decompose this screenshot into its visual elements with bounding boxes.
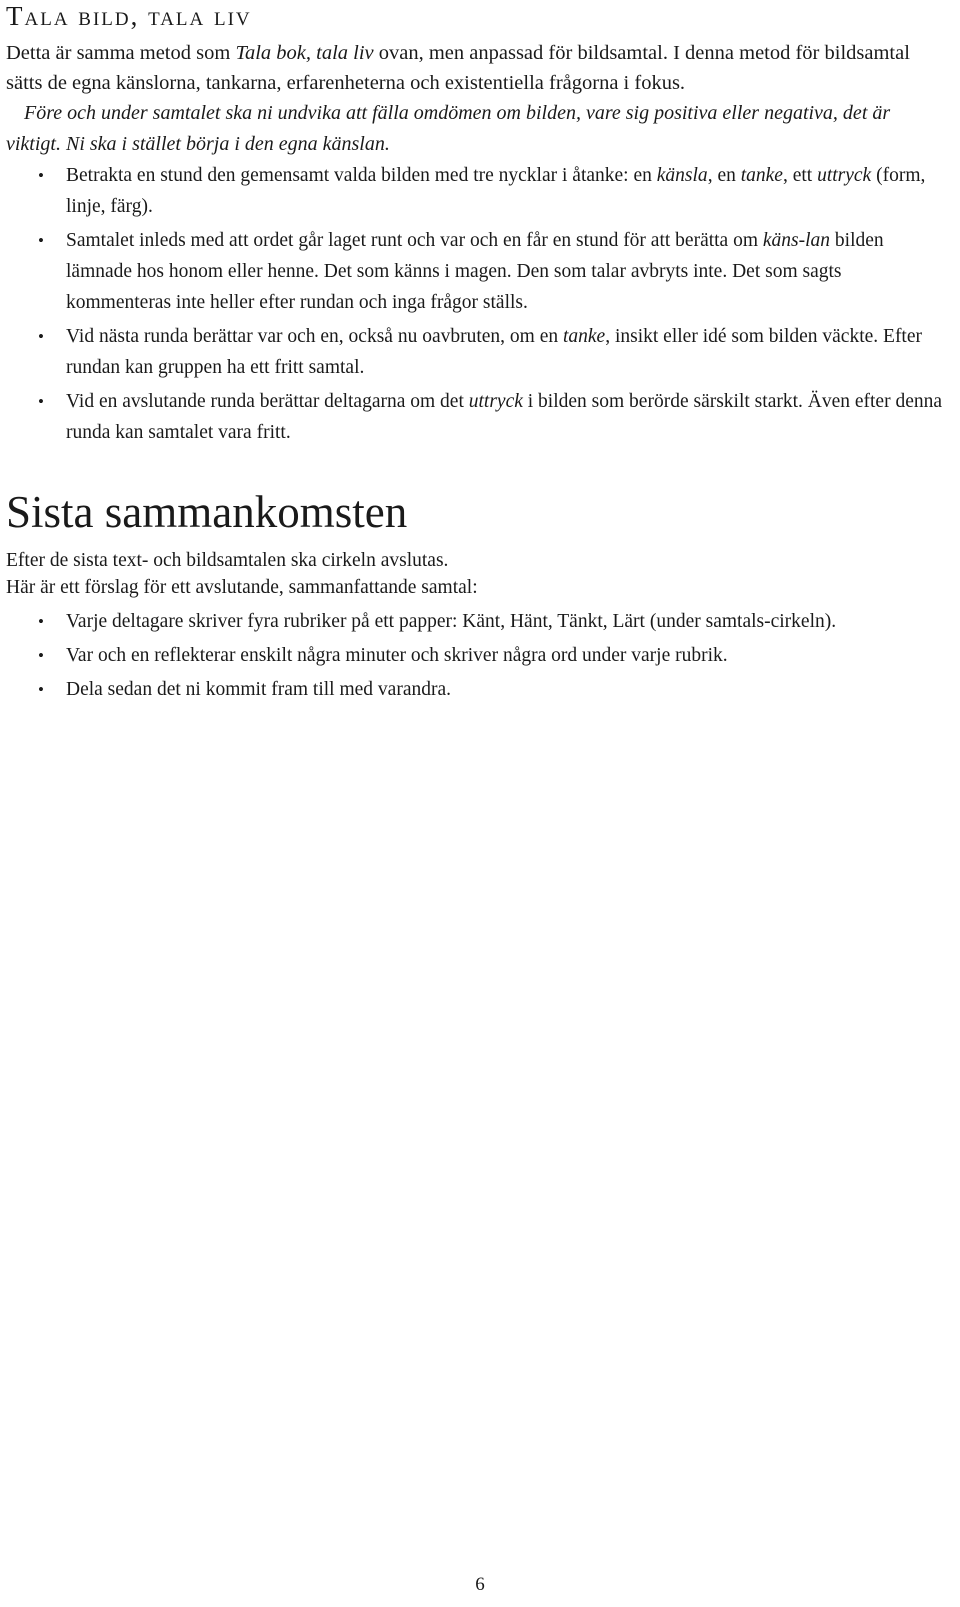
italic-note: Före och under samtalet ska ni undvika att fälla omdömen om bilden, vare sig positiva eller negativa, det är viktigt. Ni ska i stället börja i den egna känslan. xyxy=(6,102,891,155)
list-item xyxy=(0,640,950,671)
intro-paragraph xyxy=(6,38,946,98)
list-text: Vid nästa runda berättar var och en, också nu oavbruten, om en xyxy=(66,326,563,347)
list-text: Samtalet inleds med att ordet går laget runt och var och en får en stund för att berätta om xyxy=(66,230,763,251)
list-text: , ett xyxy=(782,165,818,186)
list-text: Var och en reflekterar enskilt några minuter och skriver några ord under varje rubrik. xyxy=(66,645,728,666)
list-text: , insikt eller idé som bilden väckte. Efter rundan kan gruppen ha ett fritt samtal. xyxy=(66,326,922,378)
list-emphasis: känsla xyxy=(656,165,708,186)
list-text: Varje deltagare skriver fyra rubriker på ett papper: Känt, Hänt, Tänkt, Lärt (under samtals-cirkeln). xyxy=(66,611,837,632)
closing-intro xyxy=(6,547,946,601)
section-heading-sista-sammankomsten: Sista sammankomsten xyxy=(6,487,408,537)
closing-intro-line: Efter de sista text- och bildsamtalen ska cirkeln avslutas. xyxy=(6,550,449,571)
list-text: Vid en avslutande runda berättar deltagarna om det xyxy=(66,391,469,412)
bullet-icon: • xyxy=(38,327,44,346)
list-item xyxy=(0,321,950,383)
intro-emphasis: Tala bok, tala liv xyxy=(235,42,374,64)
list-emphasis: uttryck xyxy=(817,165,872,186)
list-item xyxy=(0,160,950,222)
list-text: bilden lämnade hos honom eller henne. Det som känns i magen. Den som talar avbryts inte. Det som sagts kommenteras inte heller efter rundan och inga frågor ställs. xyxy=(66,230,884,313)
bullet-icon: • xyxy=(38,646,44,665)
bullet-icon: • xyxy=(38,612,44,631)
intro-text-continued: ovan, men anpassad för bildsamtal. I denna metod för bildsamtal sätts de egna känslorna, tankarna, erfarenheterna och existentiella frågorna i fokus. xyxy=(6,42,910,94)
list-item xyxy=(0,225,950,318)
list-text: i bilden som berörde särskilt starkt. Även efter denna runda kan samtalet vara fritt. xyxy=(66,391,943,443)
intro-text: Detta är samma metod som xyxy=(6,42,236,64)
list-item xyxy=(0,674,950,705)
bullet-icon: • xyxy=(38,166,44,185)
closing-intro-line: Här är ett förslag för ett avslutande, sammanfattande samtal: xyxy=(6,577,478,598)
page-number: 6 xyxy=(475,1574,485,1595)
list-emphasis: uttryck xyxy=(468,391,523,412)
list-text: (form, linje, färg). xyxy=(66,165,926,217)
list-item xyxy=(0,606,950,637)
method-steps-list xyxy=(0,160,950,451)
list-text: , en xyxy=(707,165,741,186)
list-text: Betrakta en stund den gemensamt valda bilden med tre nycklar i åtanke: en xyxy=(66,165,657,186)
list-emphasis: tanke xyxy=(740,165,783,186)
list-item xyxy=(0,386,950,448)
closing-steps-list xyxy=(0,606,950,708)
list-text: Dela sedan det ni kommit fram till med varandra. xyxy=(66,679,452,700)
bullet-icon: • xyxy=(38,392,44,411)
bullet-icon: • xyxy=(38,231,44,250)
section-heading-tala-bild: Tala bild, tala liv xyxy=(6,1,252,31)
bullet-icon: • xyxy=(38,680,44,699)
list-emphasis: käns-lan xyxy=(762,230,831,251)
list-emphasis: tanke xyxy=(562,326,606,347)
